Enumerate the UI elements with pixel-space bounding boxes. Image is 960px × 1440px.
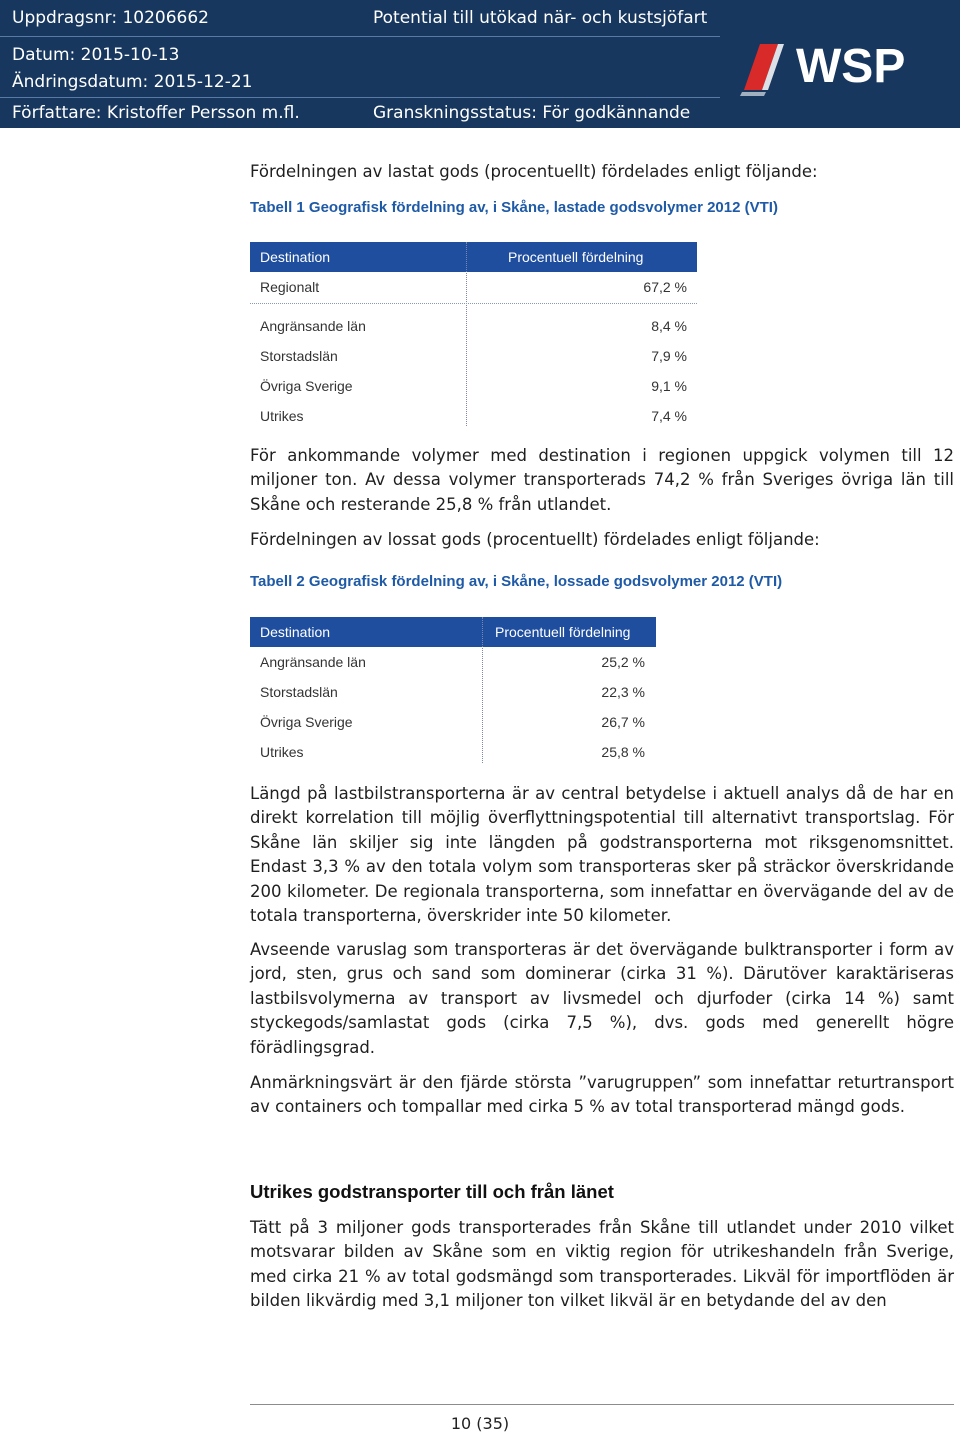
table-row: [250, 707, 656, 737]
intro-loaded-goods: Fördelningen av lastat gods (procentuellt) fördelades enligt följande:: [250, 162, 818, 181]
table-row: [250, 401, 697, 431]
paragraph-foreign-transport: Tätt på 3 miljoner gods transporterades från Skåne till utlandet under 2010 vilket motsvarar bilden av Skåne som en viktig region för utrikeshandeln från Sverige, med cirka 21 % av total godsmängd som transporterades. Likväl för importflöden är bilden likvärdig med 3,1 miljoner ton vilket likväl är en betydande del av den: [250, 1218, 954, 1311]
table2-share: 25,8 %: [601, 744, 645, 760]
table1-share: 9,1 %: [651, 378, 687, 394]
table2-unloaded-distribution: [250, 617, 656, 763]
table-row: [250, 311, 697, 341]
header-divider: [0, 97, 720, 98]
table-row: [250, 371, 697, 401]
table2-caption: Tabell 2 Geografisk fördelning av, i Skåne, lossade godsvolymer 2012 (VTI): [250, 573, 783, 590]
table1-loaded-distribution: [250, 242, 697, 426]
document-author: Författare: Kristoffer Persson m.fl.: [12, 103, 300, 123]
document-header: [0, 0, 960, 128]
table2-col-destination: Destination: [260, 624, 331, 640]
footer-divider: [250, 1404, 954, 1405]
review-status: Granskningsstatus: För godkännande: [373, 103, 691, 123]
wsp-logo: [740, 32, 940, 96]
change-date: Ändringsdatum: 2015-12-21: [12, 72, 253, 92]
section-heading-foreign-transport: Utrikes godstransporter till och från länet: [250, 1181, 614, 1202]
paragraph-incoming-volumes: För ankommande volymer med destination i regionen uppgick volymen till 12 miljoner ton. Av dessa volymer transporterads 74,2 % från Sveriges övriga län till Skåne och resterande 25,8 % från utlandet.: [250, 446, 954, 514]
project-title: Potential till utökad när- och kustsjöfart: [373, 8, 708, 28]
table1-share: 7,4 %: [651, 408, 687, 424]
table-row: [250, 677, 656, 707]
table-row: [250, 737, 656, 767]
table1-col-destination: Destination: [260, 249, 331, 265]
table2-share: 25,2 %: [601, 654, 645, 670]
intro-unloaded-goods: Fördelningen av lossat gods (procentuellt) fördelades enligt följande:: [250, 530, 820, 549]
table1-destination: Regionalt: [260, 279, 320, 295]
table2-share: 26,7 %: [601, 714, 645, 730]
table2-destination: Övriga Sverige: [260, 714, 353, 730]
table1-share: 7,9 %: [651, 348, 687, 364]
table2-destination: Utrikes: [260, 744, 304, 760]
table1-destination: Angränsande län: [260, 318, 366, 334]
page-number: 10 (35): [450, 1414, 510, 1433]
table-row: [250, 341, 697, 371]
table1-caption: Tabell 1 Geografisk fördelning av, i Skåne, lastade godsvolymer 2012 (VTI): [250, 199, 778, 216]
table1-destination: Storstadslän: [260, 348, 338, 364]
table1-col-share: Procentuell fördelning: [508, 249, 644, 265]
table1-destination: Övriga Sverige: [260, 378, 353, 394]
table2-col-share: Procentuell fördelning: [495, 624, 631, 640]
header-divider: [0, 36, 720, 37]
logo-wordmark: WSP: [796, 40, 906, 93]
paragraph-return-transport: Anmärkningsvärt är den fjärde största ”varugruppen” som innefattar returtransport av containers och tompallar med cirka 5 % av total transporterad mängd gods.: [250, 1073, 954, 1117]
paragraph-transport-length: Längd på lastbilstransporterna är av central betydelse i aktuell analys då de har en direkt korrelation till möjlig överflyttningspotential till alternativt transportslag. För Skåne län skiljer sig inte längden på godstransporterna mot riksgenomsnittet. Endast 3,3 % av den totala volym som transporteras sker på sträckor överskridande 200 kilometer. De regionala transporterna, som innefattar en övervägande del av de totala transporterna, överskrider inte 50 kilometer.: [250, 784, 954, 926]
order-number: Uppdragsnr: 10206662: [12, 8, 209, 28]
table2-destination: Storstadslän: [260, 684, 338, 700]
document-date: Datum: 2015-10-13: [12, 45, 180, 65]
table2-destination: Angränsande län: [260, 654, 366, 670]
table1-row-divider: [250, 303, 697, 304]
table1-share: 67,2 %: [643, 279, 687, 295]
table1-share: 8,4 %: [651, 318, 687, 334]
table-row: [250, 272, 697, 302]
table1-header-row: [250, 242, 697, 272]
table2-share: 22,3 %: [601, 684, 645, 700]
table-row: [250, 647, 656, 677]
paragraph-commodity-types: Avseende varuslag som transporteras är det övervägande bulktransporter i form av jord, sten, grus och sand som dominerar (cirka 31 %). Därutöver karaktäriseras lastbilsvolymerna av transport av livsmedel och djurfoder (cirka 14 %) samt styckegods/samlastat gods (cirka 7,5 %), dvs. gods med generellt högre förädlingsgrad.: [250, 940, 954, 1057]
table2-header-row: [250, 617, 656, 647]
table1-destination: Utrikes: [260, 408, 304, 424]
